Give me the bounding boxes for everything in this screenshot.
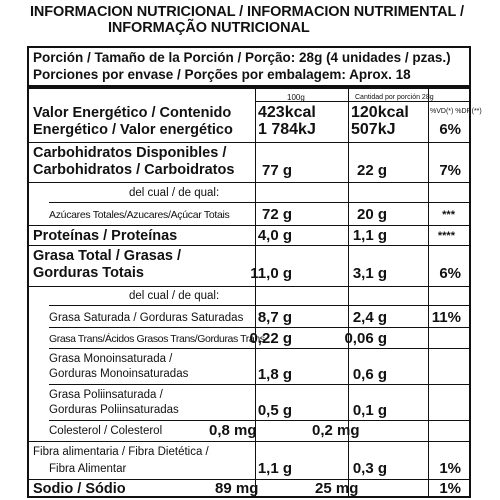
sugars-portion: 20 g [356, 206, 387, 223]
trans-100: 0,22 g [249, 330, 292, 347]
col-header-vd: %VD(*) %DR(**) [430, 108, 482, 115]
energy-label: Valor Energético / Contenido [33, 105, 232, 121]
energy-100-kcal: 423kcal [258, 104, 316, 121]
energy-100-kj: 1 784kJ [258, 121, 316, 138]
divider [29, 441, 469, 442]
energy-label-2: Energético / Valor energético [33, 122, 233, 138]
mono-100: 1,8 g [257, 366, 292, 383]
divider [255, 101, 469, 102]
saturated-portion: 2,4 g [352, 309, 387, 326]
energy-portion-kcal: 120kcal [351, 104, 409, 121]
trans-portion: 0,06 g [344, 330, 387, 347]
col-header-portion: Cantidad por porción 28g [355, 94, 434, 101]
protein-vd: **** [437, 230, 455, 242]
fat-100: 11,0 g [250, 265, 292, 282]
fat-label-2: Gorduras Totais [33, 265, 144, 281]
fat-portion: 3,1 g [352, 265, 387, 282]
protein-label: Proteínas / Proteínas [33, 228, 178, 244]
saturated-100: 8,7 g [257, 309, 292, 326]
poly-portion: 0,1 g [352, 402, 387, 419]
sugars-label: Azúcares Totales/Azucares/Açúcar Totais [49, 209, 230, 221]
cholesterol-portion: 0,2 mg [312, 422, 360, 439]
poly-label-2: Gorduras Poliinsaturadas [49, 404, 179, 416]
divider [49, 420, 469, 421]
sugars-vd: *** [442, 209, 455, 221]
saturated-label: Grasa Saturada / Gorduras Saturadas [49, 312, 244, 324]
divider [49, 202, 469, 203]
divider [49, 327, 469, 328]
fiber-label-2: Fibra Alimentar [49, 463, 127, 475]
sodium-100: 89 mg [215, 480, 259, 497]
carbs-label-2: Carbohidratos / Carboidratos [33, 162, 235, 178]
header-line-1: INFORMACION NUTRICIONAL / INFORMACION NUTRIMENTAL / [30, 4, 464, 20]
sodium-label: Sodio / Sódio [33, 481, 126, 497]
sodium-portion: 25 mg [315, 480, 359, 497]
saturated-vd: 11% [431, 309, 461, 326]
divider [29, 85, 469, 89]
of-which-label: del cual / de qual: [129, 187, 220, 199]
carbs-vd: 7% [439, 162, 461, 179]
sodium-vd: 1% [439, 480, 461, 497]
of-which-label: del cual / de qual: [129, 290, 220, 302]
fat-vd: 6% [439, 265, 461, 282]
divider [49, 384, 469, 385]
nutrition-table [27, 46, 482, 498]
trans-label: Grasa Trans/Ácidos Grasos Trans/Gorduras Trans [49, 333, 265, 345]
servings-per-package: Porciones por envase / Porções por embalagem: Aprox. 18 [33, 67, 411, 82]
sugars-100: 72 g [261, 206, 292, 223]
col-header-100g: 100g [287, 93, 305, 102]
fiber-label: Fibra alimentaria / Fibra Dietética / [33, 446, 209, 458]
divider [49, 305, 469, 306]
divider [29, 142, 469, 143]
header-line-2: INFORMAÇÃO NUTRICIONAL [108, 20, 310, 36]
poly-100: 0,5 g [257, 402, 292, 419]
carbs-portion: 22 g [356, 162, 387, 179]
divider [29, 225, 469, 226]
serving-size: Porción / Tamaño de la Porción / Porção: 28g (4 unidades / pzas.) [33, 50, 451, 65]
protein-100: 4,0 g [257, 227, 292, 244]
divider [29, 182, 469, 183]
divider [29, 286, 469, 287]
energy-portion-kj: 507kJ [351, 121, 396, 138]
divider [49, 348, 469, 349]
mono-label: Grasa Monoinsaturada / [49, 353, 173, 365]
energy-vd: 6% [439, 121, 461, 138]
poly-label: Grasa Poliinsaturada / [49, 389, 163, 401]
fat-label: Grasa Total / Grasas / [33, 248, 182, 264]
cholesterol-100: 0,8 mg [209, 422, 257, 439]
divider [29, 245, 469, 246]
mono-portion: 0,6 g [352, 366, 387, 383]
fiber-portion: 0,3 g [352, 460, 387, 477]
carbs-label: Carbohidratos Disponibles / [33, 145, 227, 161]
cholesterol-label: Colesterol / Colesterol [49, 425, 163, 437]
fiber-100: 1,1 g [257, 460, 292, 477]
protein-portion: 1,1 g [352, 227, 387, 244]
carbs-100: 77 g [261, 162, 292, 179]
mono-label-2: Gorduras Monoinsaturadas [49, 368, 189, 380]
col-divider [428, 89, 429, 496]
fiber-vd: 1% [439, 460, 461, 477]
